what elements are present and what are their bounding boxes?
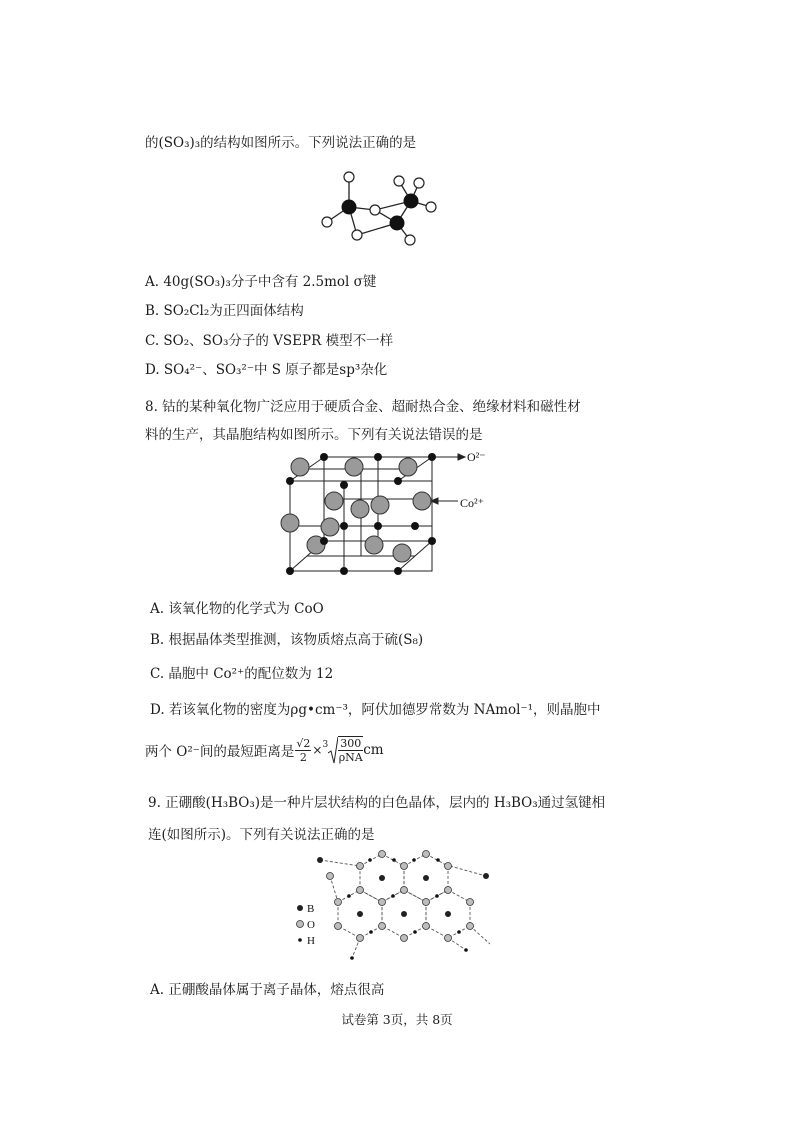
d-cont-unit: cm bbox=[363, 742, 384, 758]
root-denominator: ρNA bbox=[338, 751, 363, 764]
legend-h: H bbox=[307, 935, 315, 947]
q7-option-b: B. SO₂Cl₂为正四面体结构 bbox=[145, 303, 304, 319]
boric-acid-layer-figure bbox=[290, 846, 500, 966]
q7-option-d: D. SO₄²⁻、SO₃²⁻中 S 原子都是sp³杂化 bbox=[145, 362, 388, 378]
q7-stem: 的(SO₃)₃的结构如图所示。下列说法正确的是 bbox=[145, 135, 417, 151]
d-cont-prefix: 两个 O²⁻间的最短距离是 bbox=[145, 744, 295, 760]
page-footer: 试卷第 3页，共 8页 bbox=[341, 1012, 453, 1027]
root-index: 3 bbox=[322, 740, 329, 750]
q8-option-c: C. 晶胞中 Co²⁺的配位数为 12 bbox=[150, 666, 334, 682]
q8-option-d: D. 若该氧化物的密度为ρg•cm⁻³，阿伏加德罗常数为 NAmol⁻¹，则晶胞中 bbox=[150, 702, 601, 718]
boric-acid-legend bbox=[297, 903, 316, 947]
q7-option-a: A. 40g(SO₃)₃分子中含有 2.5mol σ键 bbox=[145, 274, 377, 290]
q8-option-b: B. 根据晶体类型推测，该物质熔点高于硫(S₈) bbox=[150, 632, 424, 648]
label-co2-plus: Co²⁺ bbox=[460, 496, 484, 510]
q9-stem-line2: 连(如图所示)。下列有关说法正确的是 bbox=[148, 827, 375, 843]
q8-stem-line1: 8. 钴的某种氧化物广泛应用于硬质合金、超耐热合金、绝缘材料和磁性材 bbox=[145, 399, 581, 415]
times-sign: × bbox=[312, 743, 323, 757]
root-numerator: 300 bbox=[340, 737, 362, 750]
radical-sign-icon bbox=[328, 736, 338, 764]
q7-option-c: C. SO₂、SO₃分子的 VSEPR 模型不一样 bbox=[145, 333, 394, 349]
q8-option-a: A. 该氧化物的化学式为 CoO bbox=[150, 601, 324, 617]
q8-option-d-continuation bbox=[145, 736, 384, 764]
fraction-numerator: √2 bbox=[296, 736, 311, 750]
coo-unit-cell-figure bbox=[270, 445, 500, 580]
q9-option-a: A. 正硼酸晶体属于离子晶体，熔点很高 bbox=[150, 982, 385, 998]
q8-stem-line2: 料的生产，其晶胞结构如图所示。下列有关说法错误的是 bbox=[145, 427, 483, 443]
so3-trimer-figure bbox=[315, 165, 445, 250]
cube-root bbox=[322, 736, 363, 764]
fraction bbox=[295, 737, 311, 764]
q9-stem-line1: 9. 正硼酸(H₃BO₃)是一种片层状结构的白色晶体，层内的 H₃BO₃通过氢键相 bbox=[148, 795, 606, 811]
legend-b: B bbox=[307, 903, 315, 915]
label-o2-minus: O²⁻ bbox=[467, 450, 486, 464]
legend-o: O bbox=[307, 919, 315, 931]
fraction-denominator: 2 bbox=[299, 750, 307, 764]
